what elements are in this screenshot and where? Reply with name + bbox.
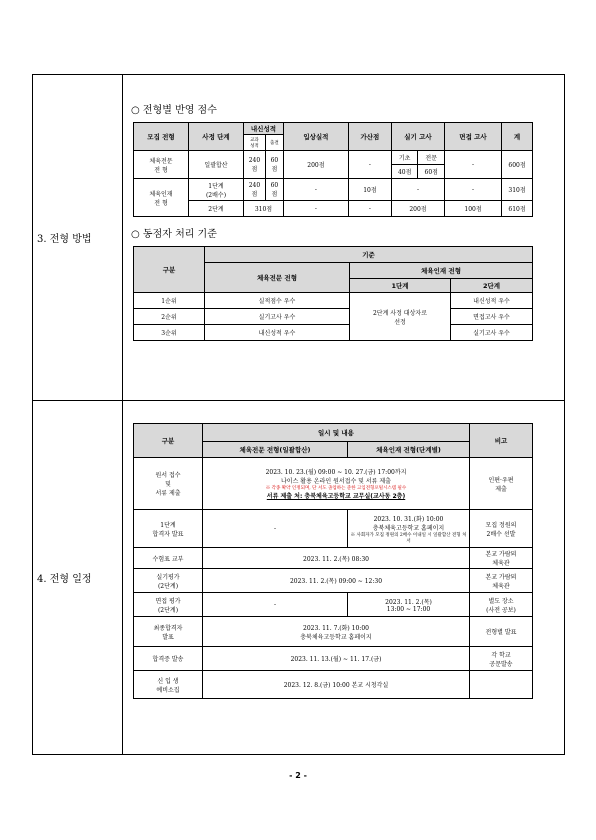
tie-h-category: 구분 xyxy=(134,247,205,293)
talent-stage2: 2단계 xyxy=(189,201,244,217)
interview-label: 면접 평가 (2단계) xyxy=(134,593,203,617)
ticket-label: 수험표 교부 xyxy=(134,548,203,569)
tie-h-s2: 2단계 xyxy=(451,279,533,293)
stage1-talent2: 충북체육고등학교 홈페이지 xyxy=(372,524,445,532)
practical-note: 본교 가람뫼 체육관 xyxy=(470,569,533,593)
interview-talent1: 2023. 11. 2.(목) xyxy=(385,598,432,606)
tie-rank-3: 3순위 xyxy=(134,325,205,341)
sch-h-schedule: 일시 및 내용 xyxy=(203,424,470,442)
ticket-content: 2023. 11. 2.(목) 08:30 xyxy=(203,548,470,569)
tie-s1-merged: 2단계 사정 대상자로 선정 xyxy=(350,293,451,341)
talent-stage1: 1단계 (2배수) xyxy=(189,179,244,201)
stage1-label: 1단계 합격자 발표 xyxy=(134,510,203,548)
reflect-title: ○ 전형별 반영 점수 xyxy=(131,105,217,116)
tie-title: ○ 동점자 처리 기준 xyxy=(131,229,217,240)
pro-subject: 240점 xyxy=(244,151,266,179)
sch-h-pro: 체육전문 전형(일괄합산) xyxy=(203,442,348,458)
schedule-table xyxy=(133,423,533,699)
section4-label: 4. 전형 일정 xyxy=(33,401,123,755)
tie-s2-1: 내신성적 우수 xyxy=(451,293,533,309)
practical-content: 2023. 11. 2.(목) 09:00 ~ 12:30 xyxy=(203,569,470,593)
stage1-talent1: 2023. 10. 31.(화) 10:00 xyxy=(373,515,444,523)
h-subject: 교과 성적 xyxy=(244,135,266,151)
talent-interview1: - xyxy=(445,179,502,201)
sch-h-category: 구분 xyxy=(134,424,203,458)
talent-total2: 610점 xyxy=(502,201,533,217)
tie-rank-2: 2순위 xyxy=(134,309,205,325)
apply-line1: 2023. 10. 23.(월) 09:00 ~ 10. 27.(금) 17:00까지 xyxy=(265,469,407,476)
talent-bonus1: 10점 xyxy=(348,179,391,201)
h-attendance: 출결 xyxy=(265,135,283,151)
section4-content xyxy=(123,401,565,755)
h-school: 내신성적 xyxy=(244,123,284,135)
h-practical: 실기 고사 xyxy=(391,123,444,151)
tie-s2-2: 면접고사 우수 xyxy=(451,309,533,325)
tie-h-talent: 체육인재 전형 xyxy=(350,263,533,279)
orient-label: 신 입 생 예비소집 xyxy=(134,671,203,699)
final-line1: 2023. 11. 7.(화) 10:00 xyxy=(303,624,369,632)
talent-bonus2: - xyxy=(348,201,391,217)
final-content xyxy=(203,617,470,647)
orient-note xyxy=(470,671,533,699)
apply-line3: 서류 제출 처: 충북체육고등학교 교무실(교사동 2층) xyxy=(266,493,406,500)
pro-p4: 60점 xyxy=(418,165,445,179)
section3-label: 3. 전형 방법 xyxy=(33,75,123,401)
pro-stage: 일괄합산 xyxy=(189,151,244,179)
pro-bonus: - xyxy=(348,151,391,179)
sch-h-talent: 체육인재 전형(단계별) xyxy=(348,442,470,458)
tie-rank-1: 1순위 xyxy=(134,293,205,309)
tie-h-criteria: 기준 xyxy=(205,247,533,263)
document-frame xyxy=(32,74,565,754)
talent-name: 체육인재 전 형 xyxy=(134,179,189,217)
h-stage: 사정 단계 xyxy=(189,123,244,151)
talent-interview2: 100점 xyxy=(445,201,502,217)
apply-red-note: ※ 각종 확약 인정되며, 단 서도 졸업하는 준한 고입전형포털시스템 필수 xyxy=(265,486,407,491)
final-label: 최종합격자 발표 xyxy=(134,617,203,647)
talent-subject1: 240점 xyxy=(244,179,266,201)
section3-content xyxy=(123,75,565,401)
tie-pro-2: 실기고사 우수 xyxy=(205,309,350,325)
orient-content: 2023. 12. 8.(금) 10:00 본교 시청각실 xyxy=(203,671,470,699)
h-recruit: 모집 전형 xyxy=(134,123,189,151)
h-interview: 면접 고사 xyxy=(445,123,502,151)
pro-p3: 40점 xyxy=(391,165,418,179)
apply-note: 인편·우편 제출 xyxy=(470,458,533,510)
h-entrance: 입상실적 xyxy=(283,123,348,151)
pro-attendance: 60점 xyxy=(265,151,283,179)
cert-content: 2023. 11. 13.(월) ~ 11. 17.(금) xyxy=(203,647,470,671)
outer-table xyxy=(32,74,565,755)
reflect-table xyxy=(133,122,533,217)
pro-total: 600점 xyxy=(502,151,533,179)
stage1-pro: - xyxy=(203,510,348,548)
tie-pro-1: 실적점수 우수 xyxy=(205,293,350,309)
page-number: - 2 - xyxy=(289,771,307,780)
ticket-note: 본교 가람뫼 체육관 xyxy=(470,548,533,569)
final-line2: 충북체육고등학교 홈페이지 xyxy=(300,633,372,641)
tie-table xyxy=(133,246,533,341)
practical-label: 실기평가 (2단계) xyxy=(134,569,203,593)
final-note: 전형별 발표 xyxy=(470,617,533,647)
interview-talent xyxy=(348,593,470,617)
pro-interview: - xyxy=(445,151,502,179)
talent-practical2: 200점 xyxy=(391,201,444,217)
h-total: 계 xyxy=(502,123,533,151)
tie-pro-3: 내신성적 우수 xyxy=(205,325,350,341)
pro-name: 체육전문 전 형 xyxy=(134,151,189,179)
pro-p2: 전문 xyxy=(418,151,445,165)
interview-note: 별도 장소 (사전 공보) xyxy=(470,593,533,617)
pro-p1: 기초 xyxy=(391,151,418,165)
interview-pro: - xyxy=(203,593,348,617)
talent-practical1: - xyxy=(391,179,444,201)
tie-s2-3: 실기고사 우수 xyxy=(451,325,533,341)
talent-total1: 310점 xyxy=(502,179,533,201)
talent-entrance2: - xyxy=(283,201,348,217)
tie-h-pro: 체육전문 전형 xyxy=(205,263,350,293)
cert-note: 각 학교 공문발송 xyxy=(470,647,533,671)
stage1-talent xyxy=(348,510,470,548)
talent-attendance1: 60점 xyxy=(265,179,283,201)
apply-content xyxy=(203,458,470,510)
cert-label: 합격증 발송 xyxy=(134,647,203,671)
h-bonus: 가산점 xyxy=(348,123,391,151)
talent-entrance1: - xyxy=(283,179,348,201)
apply-line2: 나이스 활용 온라인 원서접수 및 서류 제출 xyxy=(281,478,391,485)
sch-h-note: 비고 xyxy=(470,424,533,458)
stage1-tiny-note: ※ 사회자가 모집 정원의 2배수 이내일 시 일괄합산 전형 처서 xyxy=(350,532,467,544)
stage1-note: 모집 정원의 2배수 선발 xyxy=(470,510,533,548)
interview-talent2: 13:00 ~ 17:00 xyxy=(386,605,431,613)
apply-label: 원서 접수 및 서류 제출 xyxy=(134,458,203,510)
pro-entrance: 200점 xyxy=(283,151,348,179)
tie-h-s1: 1단계 xyxy=(350,279,451,293)
talent-school2: 310점 xyxy=(244,201,284,217)
